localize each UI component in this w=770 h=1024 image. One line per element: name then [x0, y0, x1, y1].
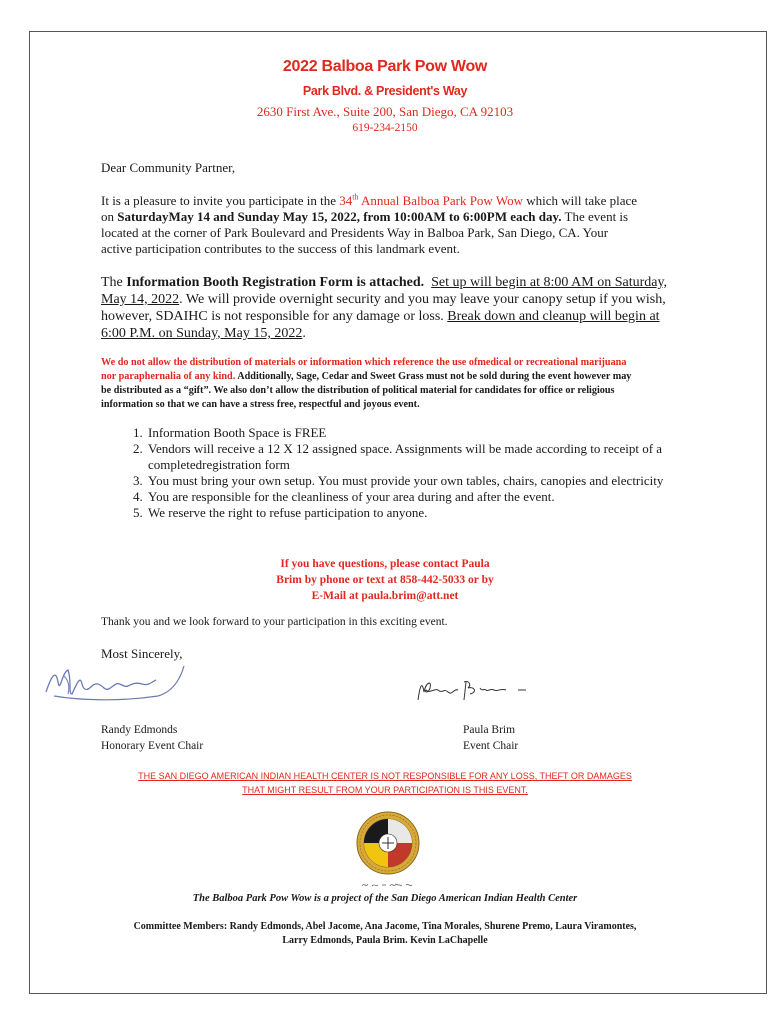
contact-email: E-Mail at paula.brim@att.net [311, 590, 459, 602]
setup-time: Set up will begin at 8:00 AM on Saturday, May 14, 2022 [101, 275, 668, 307]
disclaimer: THE SAN DIEGO AMERICAN INDIAN HEALTH CENTER IS NOT RESPONSIBLE FOR ANY LOSS, THEFT OR DAMAGES THAT MIGHT RESULT FROM YOUR PARTICIPATION IS THIS EVENT. [138, 771, 632, 795]
health-center-seal-logo [355, 810, 421, 876]
signer-name: Paula Brim [463, 724, 516, 736]
list-item: 1. Information Booth Space is FREE [146, 425, 706, 441]
closing: Most Sincerely, [101, 646, 183, 661]
event-dates: SaturdayMay 14 and Sunday May 15, 2022, from 10:00AM to 6:00PM each day. [117, 209, 562, 224]
policy-marijuana: We do not allow the distribution of materials or information which reference the use ofmedical or recreational marijuana nor paraphernalia of any kind. [101, 357, 627, 382]
committee-members: Committee Members: Randy Edmonds, Abel Jacome, Ana Jacome, Tina Morales, Shurene Premo, Laura Viramontes, Larry Edmonds, Paula Brim. Kevin LaChapelle [133, 921, 637, 946]
list-item: 5. We reserve the right to refuse participation to anyone. [146, 505, 706, 521]
policy-paragraph: We do not allow the distribution of materials or information which reference the use ofmedical or recreational marijuana nor paraphernalia of any kind. Additionally, Sage, Cedar and Sweet Grass must not be sold during the event however may be distributed as a “gift”. We also don’t allow the distribution of political material for candidates for office or religious information so that we can have a stress free, respectful and joyous event. [101, 357, 632, 410]
contact-info: If you have questions, please contact Paula Brim by phone or text at 858-442-5033 or by E-Mail at paula.brim@att.net [0, 556, 770, 604]
registration-paragraph: The Information Booth Registration Form is attached. Set up will begin at 8:00 AM on Saturday, May 14, 2022. We will provide overnight security and you may leave your canopy setup if you wish, however, SDAIHC is not responsible for any damage or loss. Break down and cleanup will begin at 6:00 P.M. on Sunday, May 15, 2022. [101, 275, 668, 341]
thank-you-line: Thank you and we look forward to your participation in this exciting event. [101, 616, 448, 628]
rules-list [104, 425, 706, 521]
event-title: 2022 Balboa Park Pow Wow [282, 58, 488, 75]
intro-paragraph: It is a pleasure to invite you participate in the 34th Annual Balboa Park Pow Wow which will take place on SaturdayMay 14 and Sunday May 15, 2022, from 10:00AM to 6:00PM each day. The event is located at the corner of Park Boulevard and Presidents Way in Balboa Park, San Diego, CA. Your active participation contributes to the success of this landmark event. [101, 192, 638, 256]
greeting: Dear Community Partner, [101, 160, 236, 175]
signer-left [101, 722, 203, 754]
signer-title: Event Chair [463, 740, 519, 752]
list-item: 4. You are responsible for the cleanliness of your area during and after the event. [146, 489, 706, 505]
signature-paula-brim [414, 674, 534, 708]
signature-randy-edmonds [38, 660, 198, 708]
event-ordinal: 34th Annual Balboa Park Pow Wow [339, 192, 523, 208]
signer-name: Randy Edmonds [101, 724, 178, 736]
signer-right [463, 722, 518, 754]
breakdown-time: Break down and cleanup will begin at 6:00 P.M. on Sunday, May 15, 2022 [101, 309, 660, 341]
list-item: 3. You must bring your own setup. You must provide your own tables, chairs, canopies and electricity [146, 473, 706, 489]
project-credit: The Balboa Park Pow Wow is a project of the San Diego American Indian Health Center [192, 893, 578, 904]
address: 2630 First Ave., Suite 200, San Diego, CA 92103 [256, 104, 514, 119]
registration-form-name: Information Booth Registration Form [126, 275, 353, 290]
signer-title: Honorary Event Chair [101, 740, 204, 752]
seal-motto-scribble [360, 880, 416, 890]
event-location: Park Blvd. & President's Way [302, 84, 468, 98]
phone-number: 619-234-2150 [352, 122, 418, 134]
list-item: 2. Vendors will receive a 12 X 12 assigned space. Assignments will be made according to receipt of a completedregistration form [146, 441, 706, 473]
